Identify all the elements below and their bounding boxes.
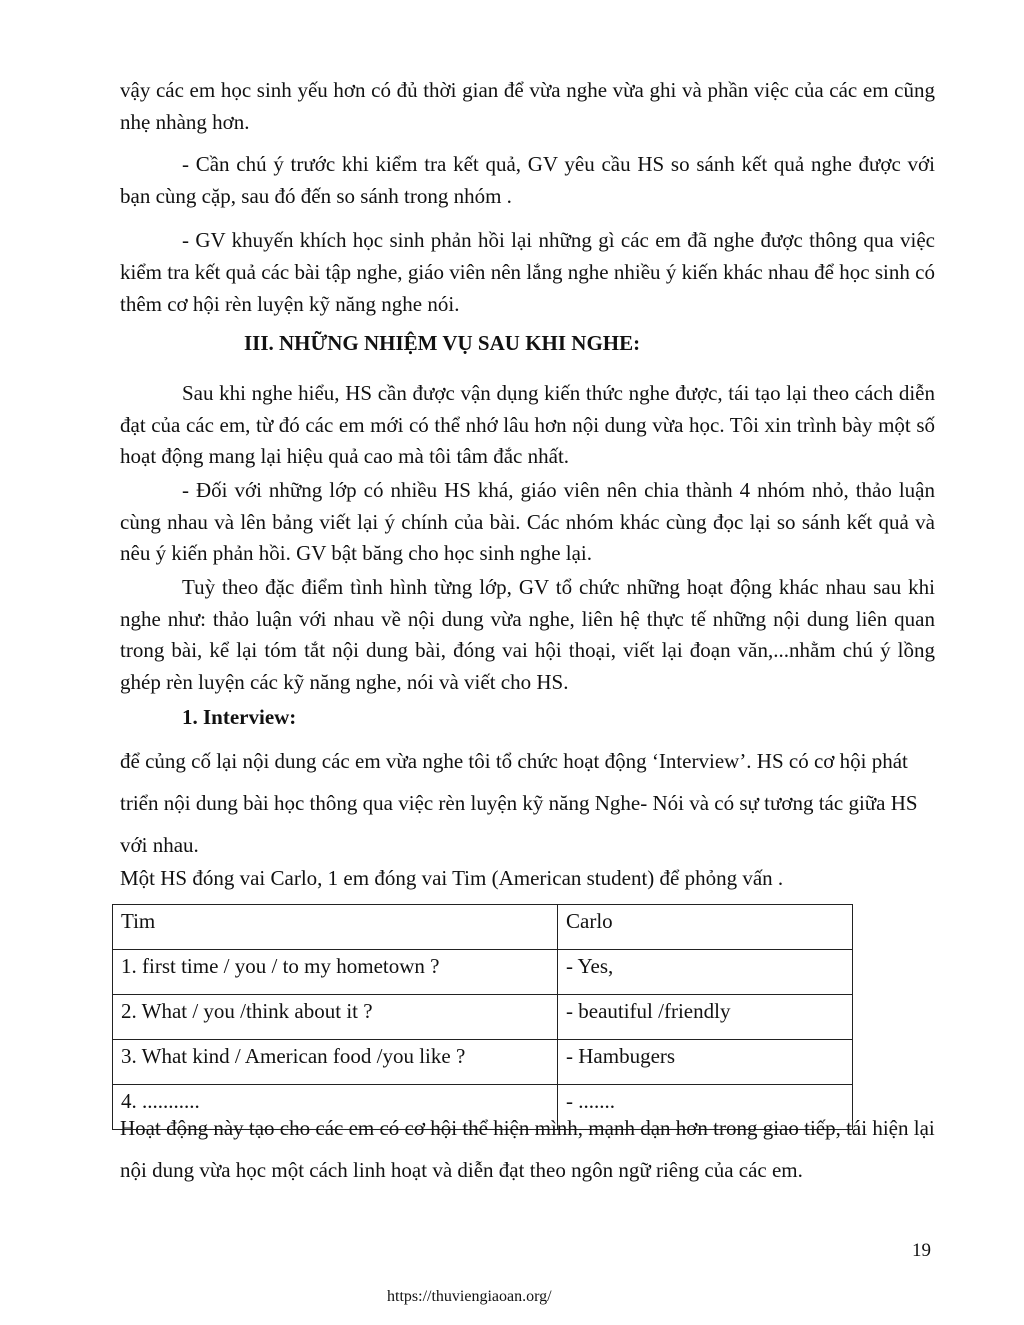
table-cell: - ....... — [558, 1085, 853, 1130]
table-cell: - beautiful /friendly — [558, 995, 853, 1040]
table-cell: - Yes, — [558, 950, 853, 995]
section-heading: III. NHỮNG NHIỆM VỤ SAU KHI NGHE: — [244, 331, 641, 355]
paragraph-compare-results — [120, 148, 935, 212]
table-cell: 2. What / you /think about it ? — [113, 995, 558, 1040]
page-number: 19 — [912, 1240, 931, 1261]
table-row — [113, 1040, 853, 1085]
table-cell: 3. What kind / American food /you like ? — [113, 1040, 558, 1085]
paragraph-activities — [120, 572, 935, 698]
paragraph-groups — [120, 475, 935, 570]
table-header-cell: Carlo — [558, 905, 853, 950]
table-row — [113, 995, 853, 1040]
paragraph-continuation: vậy các em học sinh yếu hơn có đủ thời gian để vừa nghe vừa ghi và phần việc của các em cũng nhẹ nhàng hơn. — [120, 78, 935, 134]
paragraph-text: Tuỳ theo đặc điểm tình hình từng lớp, GV tổ chức những hoạt động khác nhau sau khi nghe như: thảo luận với nhau về nội dung vừa nghe, liên hệ thực tế những nội dung liên quan trong bài, kể lại tóm tắt nội dung bài, đóng vai hội thoại, viết lại đoạn văn,...nhằm chú ý lồng ghép rèn luyện các kỹ năng nghe, nói và viết cho HS. — [120, 575, 935, 694]
table-cell: 1. first time / you / to my hometown ? — [113, 950, 558, 995]
table-row — [113, 950, 853, 995]
paragraph-text: Sau khi nghe hiểu, HS cần được vận dụng kiến thức nghe được, tái tạo lại theo cách diễn đạt của các em, từ đó các em mới có thể nhớ lâu hơn nội dung vừa học. Tôi xin trình bày một số hoạt động mang lại hiệu quả cao mà tôi tâm đắc nhất. — [120, 381, 935, 468]
paragraph-conclusion: Hoạt động này tạo cho các em có cơ hội thể hiện mình, mạnh dạn hơn trong giao tiếp, tái hiện lại nội dung vừa học một cách linh hoạt và diễn đạt theo ngôn ngữ riêng của các em. — [120, 1116, 935, 1182]
paragraph-text: - Cần chú ý trước khi kiểm tra kết quả, GV yêu cầu HS so sánh kết quả nghe được với bạn cùng cặp, sau đó đến so sánh trong nhóm . — [120, 152, 935, 208]
table-cell: - Hambugers — [558, 1040, 853, 1085]
table-header-row — [113, 905, 853, 950]
table-intro: Một HS đóng vai Carlo, 1 em đóng vai Tim (American student) để phỏng vấn . — [120, 866, 784, 890]
paragraph-interview: để củng cố lại nội dung các em vừa nghe tôi tổ chức hoạt động ‘Interview’. HS có cơ hội phát triển nội dung bài học thông qua việc rèn luyện kỹ năng Nghe- Nói và có sự tương tác giữa HS với nhau. — [120, 749, 918, 857]
subheading-interview: 1. Interview: — [182, 705, 297, 729]
table-header-cell: Tim — [113, 905, 558, 950]
paragraph-text: - Đối với những lớp có nhiều HS khá, giáo viên nên chia thành 4 nhóm nhỏ, thảo luận cùng nhau và lên bảng viết lại ý chính của bài. Các nhóm khác cùng đọc lại so sánh kết quả và nêu ý kiến phản hồi. GV bật băng cho học sinh nghe lại. — [120, 478, 935, 565]
paragraph-after-listening — [120, 378, 935, 473]
paragraph-text: - GV khuyến khích học sinh phản hồi lại những gì các em đã nghe được thông qua việc kiểm tra kết quả các bài tập nghe, giáo viên nên lắng nghe nhiều ý kiến khác nhau để học sinh có thêm cơ hội rèn luyện kỹ năng nghe nói. — [120, 228, 935, 316]
table-cell: 4. ........... — [113, 1085, 558, 1130]
interview-table — [112, 904, 853, 1130]
footer-url[interactable]: https://thuviengiaoan.org/ — [387, 1288, 552, 1305]
paragraph-feedback — [120, 224, 935, 320]
